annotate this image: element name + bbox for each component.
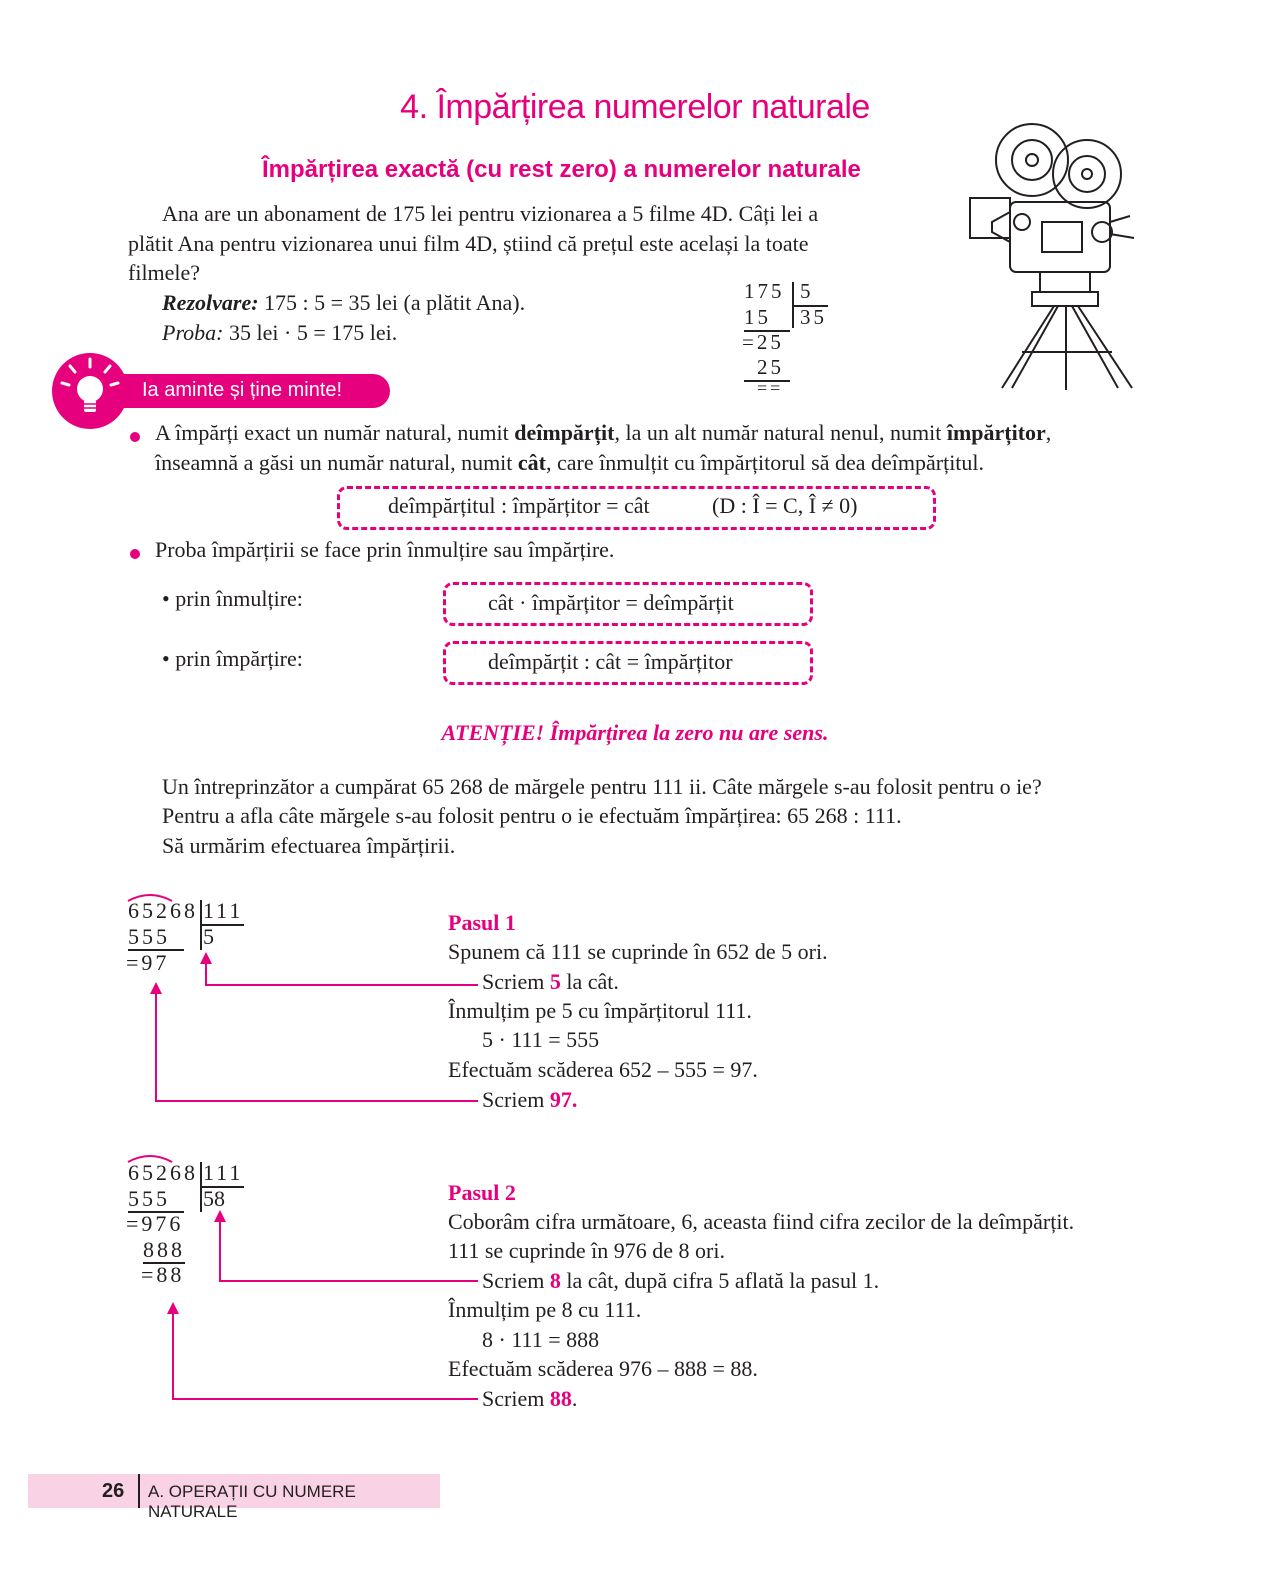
proba-line — [162, 318, 397, 348]
step2-title: Pasul 2 — [448, 1180, 516, 1205]
footer-bar — [28, 1474, 440, 1521]
step2-divisor: 111 — [203, 1160, 244, 1185]
step1-product: 555 — [128, 924, 170, 949]
step1-remainder-value: 97. — [549, 1087, 578, 1112]
rule2-bullet — [130, 549, 140, 559]
step2-line-2: 111 se cuprinde în 976 de 8 ori. — [448, 1238, 725, 1263]
step1-line-6 — [482, 1085, 577, 1115]
step1-line-2 — [482, 967, 619, 997]
formula-main: deîmpărțitul : împărțitor = cât — [388, 493, 650, 518]
problem2-line-2: Pentru a afla câte mărgele s-au folosit pentru o ie efectuăm împărțirea: 65 268 : 111. — [162, 803, 902, 828]
rule1-bullet — [130, 432, 140, 442]
problem2-line-1: Un întreprinzător a cumpărat 65 268 de mărgele pentru 111 ii. Câte mărgele s-au folosit pentru o ie? — [162, 774, 1042, 799]
div1-step-4: == — [757, 378, 784, 398]
problem2-line-3: Să urmărim efectuarea împărțirii. — [162, 833, 456, 858]
step2-arrows — [165, 1210, 480, 1405]
step1-line-4: 5 · 111 = 555 — [482, 1027, 600, 1052]
step1-dividend: 65268 — [128, 898, 198, 923]
rule1-text-e: , — [1045, 420, 1052, 445]
step1-remainder: =97 — [126, 950, 170, 975]
intro-line-3: filmele? — [128, 260, 201, 285]
step2-remainder-value: 88 — [549, 1386, 572, 1411]
step2-line-1: Coborâm cifra următoare, 6, aceasta fiind cifra zecilor de la deîmpărțit. — [448, 1209, 1075, 1234]
remember-banner — [120, 374, 390, 408]
section-title: Împărțirea exactă (cu rest zero) a numerelor naturale — [262, 156, 861, 183]
rezolvare-line — [162, 288, 525, 318]
step1-title: Pasul 1 — [448, 910, 516, 935]
step2-line-7-a: Scriem — [482, 1386, 550, 1411]
lightbulb-icon — [48, 349, 132, 433]
rule1-text-2c: , care înmulțit cu împărțitorul să dea deîmpărțitul. — [546, 450, 985, 475]
step1-arrows — [150, 952, 480, 1107]
chapter-title: 4. Împărțirea numerelor naturale — [400, 88, 870, 126]
page-number: 26 — [102, 1480, 125, 1502]
step2-remainder-2: =88 — [141, 1262, 185, 1287]
step1-line-2-a: Scriem — [482, 969, 550, 994]
div1-quotient: 35 — [800, 305, 827, 329]
step2-line-7-c: . — [571, 1386, 578, 1411]
film-camera-illustration — [962, 112, 1152, 394]
proba-div-formula: deîmpărțit : cât = împărțitor — [488, 649, 733, 674]
step2-product-1: 555 — [128, 1186, 170, 1211]
step2-line-3 — [482, 1266, 879, 1296]
rezolvare-text: 175 : 5 = 35 lei (a plătit Ana). — [258, 290, 526, 315]
step2-line-3-a: Scriem — [482, 1268, 550, 1293]
rule1-text-c: , la un alt număr natural nenul, numit — [614, 420, 947, 445]
step1-line-3: Înmulțim pe 5 cu împărțitorul 111. — [448, 998, 752, 1023]
proba-text: 35 lei · 5 = 175 lei. — [223, 320, 398, 345]
remember-banner-text: Ia aminte și ține minte! — [142, 379, 343, 401]
proba-div-label: • prin împărțire: — [162, 646, 303, 671]
warning-text: ATENȚIE! Împărțirea la zero nu are sens. — [441, 720, 829, 745]
step2-line-6: Efectuăm scăderea 976 – 888 = 88. — [448, 1356, 758, 1381]
step1-line-6-a: Scriem — [482, 1087, 550, 1112]
step2-product-2: 888 — [143, 1237, 185, 1262]
footer-section: A. OPERAȚII CU NUMERE NATURALE — [148, 1482, 356, 1521]
step1-line-2-c: la cât. — [560, 969, 619, 994]
intro-line-1: Ana are un abonament de 175 lei pentru vizionarea a 5 filme 4D. Câți lei a — [162, 201, 819, 226]
proba-mult-formula: cât · împărțitor = deîmpărțit — [488, 590, 734, 615]
rule1-term-divisor: împărțitor — [946, 420, 1046, 445]
step1-quotient-digit: 5 — [549, 969, 561, 994]
div1-step-2: =25 — [742, 330, 784, 354]
step2-quotient: 58 — [203, 1186, 225, 1211]
step2-line-5: 8 · 111 = 888 — [482, 1327, 600, 1352]
step2-quotient-digit: 8 — [549, 1268, 561, 1293]
rule1-term-dividend: deîmpărțit — [514, 420, 615, 445]
rule1-line-1 — [155, 418, 1051, 448]
rule1-line-2 — [155, 448, 984, 478]
rezolvare-label: Rezolvare: — [162, 290, 259, 315]
proba-mult-label: • prin înmulțire: — [162, 586, 303, 611]
div1-step-3: 25 — [757, 355, 784, 379]
step1-quotient: 5 — [203, 924, 217, 949]
step1-line-5: Efectuăm scăderea 652 – 555 = 97. — [448, 1057, 758, 1082]
step2-line-4: Înmulțim pe 8 cu 111. — [448, 1297, 642, 1322]
step2-line-3-c: la cât, după cifra 5 aflată la pasul 1. — [560, 1268, 880, 1293]
div1-divisor: 5 — [800, 279, 814, 303]
formula-main-symbolic: (D : Î = C, Î ≠ 0) — [712, 493, 858, 518]
div1-step-1: 15 — [744, 305, 771, 329]
step1-line-1: Spunem că 111 se cuprinde în 652 de 5 ori. — [448, 939, 828, 964]
div1-dividend: 175 — [744, 279, 785, 303]
step2-remainder-1: =976 — [126, 1211, 184, 1236]
step2-line-7 — [482, 1384, 577, 1414]
step1-divisor: 111 — [203, 898, 244, 923]
intro-line-2: plătit Ana pentru vizionarea unui film 4D, știind că prețul este același la toate — [128, 231, 809, 256]
proba-label: Proba: — [162, 320, 224, 345]
rule1-text-a: A împărți exact un număr natural, numit — [155, 420, 515, 445]
rule1-term-quotient: cât — [517, 450, 546, 475]
footer-divider — [138, 1474, 140, 1508]
rule1-text-2a: înseamnă a găsi un număr natural, numit — [155, 450, 518, 475]
step2-dividend: 65268 — [128, 1160, 198, 1185]
rule2-text: Proba împărțirii se face prin înmulțire sau împărțire. — [155, 537, 615, 562]
